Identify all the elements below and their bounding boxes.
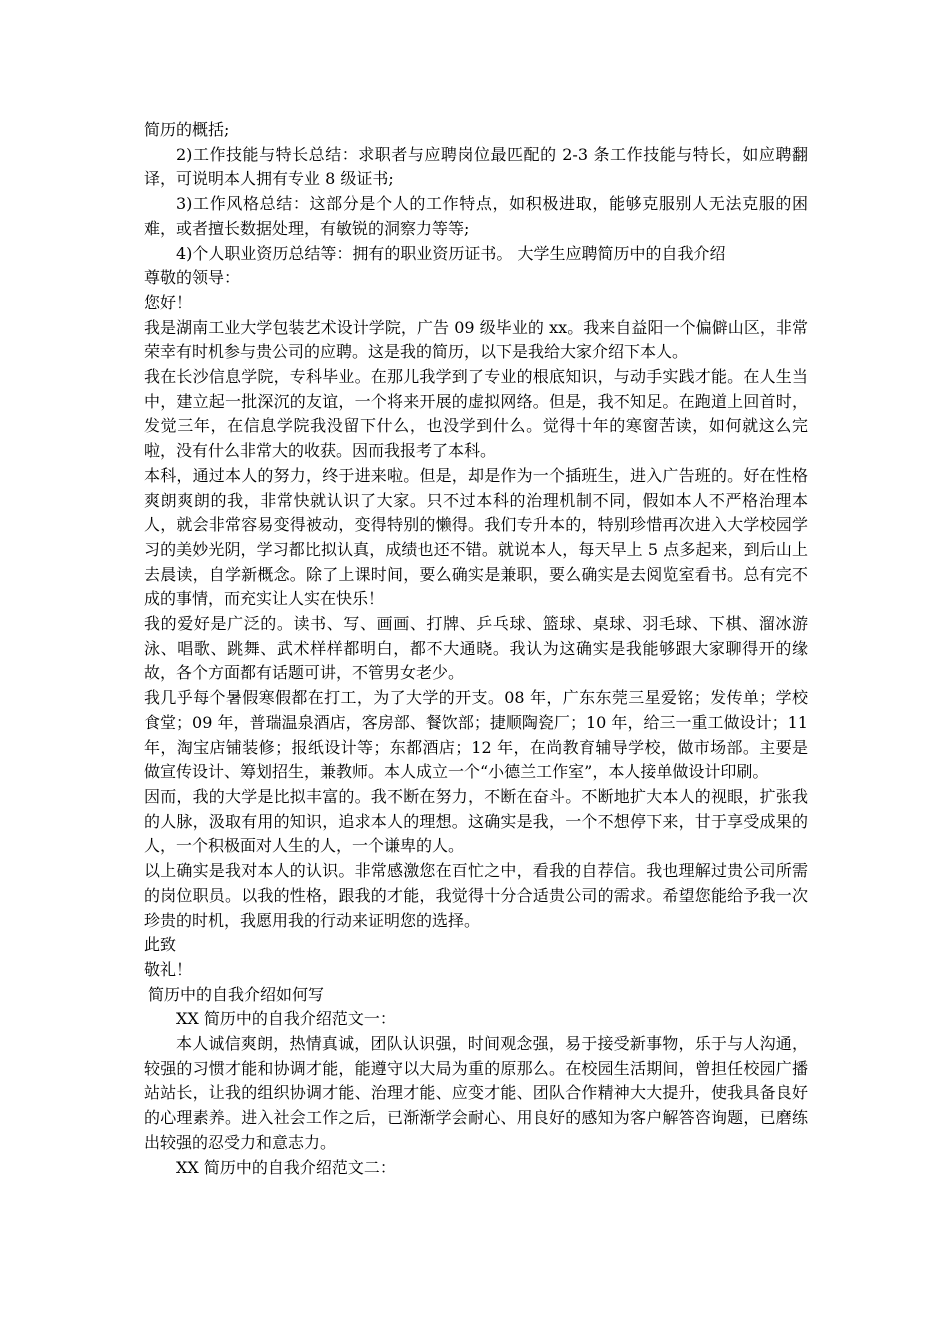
paragraph-skills: 2)工作技能与特长总结：求职者与应聘岗位最匹配的 2-3 条工作技能与特长，如应聘翻译，可说明本人拥有专业 8 级证书; bbox=[144, 144, 808, 189]
sample-two-title: XX 简历中的自我介绍范文二： bbox=[176, 1157, 396, 1177]
salutation: 尊敬的领导： bbox=[144, 268, 241, 288]
greeting: 您好！ bbox=[144, 292, 193, 312]
sample-one-body: 本人诚信爽朗，热情真诚，团队认识强，时间观念强，易于接受新事物，乐于与人沟通，较强的习惯才能和协调才能，能遵守以大局为重的原那么。在校园生活期间，曾担任校园广播站站长，让我的组织协调才能、治理才能、应变才能、团队合作精神大大提升，使我具备良好的心理素养。进入社会工作之后，已渐渐学会耐心、用良好的感知为客户解答咨询题，已磨练出较强的忍受力和意志力。 bbox=[144, 1034, 808, 1152]
sample-one-title: XX 简历中的自我介绍范文一： bbox=[176, 1009, 396, 1029]
paragraph-conclusion: 以上确实是我对本人的认识。非常感激您在百忙之中，看我的自荐信。我也理解过贵公司所需的岗位职员。以我的性格，跟我的才能，我觉得十分合适贵公司的需求。希望您能给予我一次珍贵的时机，我愿用我的行动来证明您的选择。 bbox=[144, 861, 808, 930]
paragraph-work-style: 3)工作风格总结：这部分是个人的工作特点，如积极进取，能够克服别人无法克服的困难，或者擅长数据处理，有敏锐的洞察力等等; bbox=[144, 194, 808, 238]
paragraph-work-experience: 我几乎每个暑假寒假都在打工，为了大学的开支。08 年，广东东莞三星爱铭；发传单；学校食堂；09 年，普瑞温泉酒店，客房部、餐饮部；捷顺陶瓷厂；10 年，给三一重工做设计；11 年，淘宝店铺装修；报纸设计等；东都酒店；12 年，在尚教育辅导学校，做市场部。主要是做宣传设计、筹划招生，兼教师。本人成立一个“小德兰工作室”，本人接单做设计印刷。 bbox=[144, 688, 808, 782]
closing-jingli: 敬礼！ bbox=[144, 959, 193, 979]
paragraph-university-life: 因而，我的大学是比拟丰富的。我不断在努力，不断在奋斗。不断地扩大本人的视眼，扩张我的人脉，汲取有用的知识，追求本人的理想。这确实是我，一个不想停下来，甘于享受成果的人，一个积极面对人生的人，一个谦卑的人。 bbox=[144, 786, 808, 856]
paragraph-undergraduate: 本科，通过本人的努力，终于进来啦。但是，却是作为一个插班生，进入广告班的。好在性格爽朗爽朗的我，非常快就认识了大家。只不过本科的治理机制不同，假如本人不严格治理本人，就会非常容易变得被动，变得特别的懒得。我们专升本的，特别珍惜再次进入大学校园学习的美妙光阴，学习都比拟认真，成绩也还不错。就说本人，每天早上 5 点多起来，到后山上去晨读，自学新概念。除了上课时间，要么确实是兼职，要么确实是去阅览室看书。总有完不成的事情，而充实让人实在快乐！ bbox=[144, 465, 808, 609]
section-heading: 简历中的自我介绍如何写 bbox=[148, 984, 325, 1004]
paragraph-summary: 简历的概括; bbox=[144, 120, 230, 139]
paragraph-qualifications: 4)个人职业资历总结等：拥有的职业资历证书。 大学生应聘简历中的自我介绍 bbox=[176, 243, 726, 263]
paragraph-intro: 我是湖南工业大学包装艺术设计学院，广告 09 级毕业的 xx。我来自益阳一个偏僻山区，非常荣幸有时机参与贵公司的应聘。这是我的简历，以下是我给大家介绍下本人。 bbox=[144, 317, 808, 362]
paragraph-college: 我在长沙信息学院，专科毕业。在那儿我学到了专业的根底知识，与动手实践才能。在人生当中，建立起一批深沉的友谊，一个将来开展的虚拟网络。但是，我不知足。在跑道上回首时，发觉三年，在信息学院我没留下什么，也没学到什么。觉得十年的寒窗苦读，如何就这么完啦，没有什么非常大的收获。因而我报考了本科。 bbox=[144, 367, 808, 461]
paragraph-hobbies: 我的爱好是广泛的。读书、写、画画、打牌、乒乓球、篮球、桌球、羽毛球、下棋、溜冰游泳、唱歌、跳舞、武术样样都明白，都不大通晓。我认为这确实是我能够跟大家聊得开的缘故，各个方面都有话题可讲，不管男女老少。 bbox=[144, 614, 808, 683]
closing-cizhi: 此致 bbox=[144, 935, 177, 955]
document-page bbox=[144, 118, 808, 1180]
